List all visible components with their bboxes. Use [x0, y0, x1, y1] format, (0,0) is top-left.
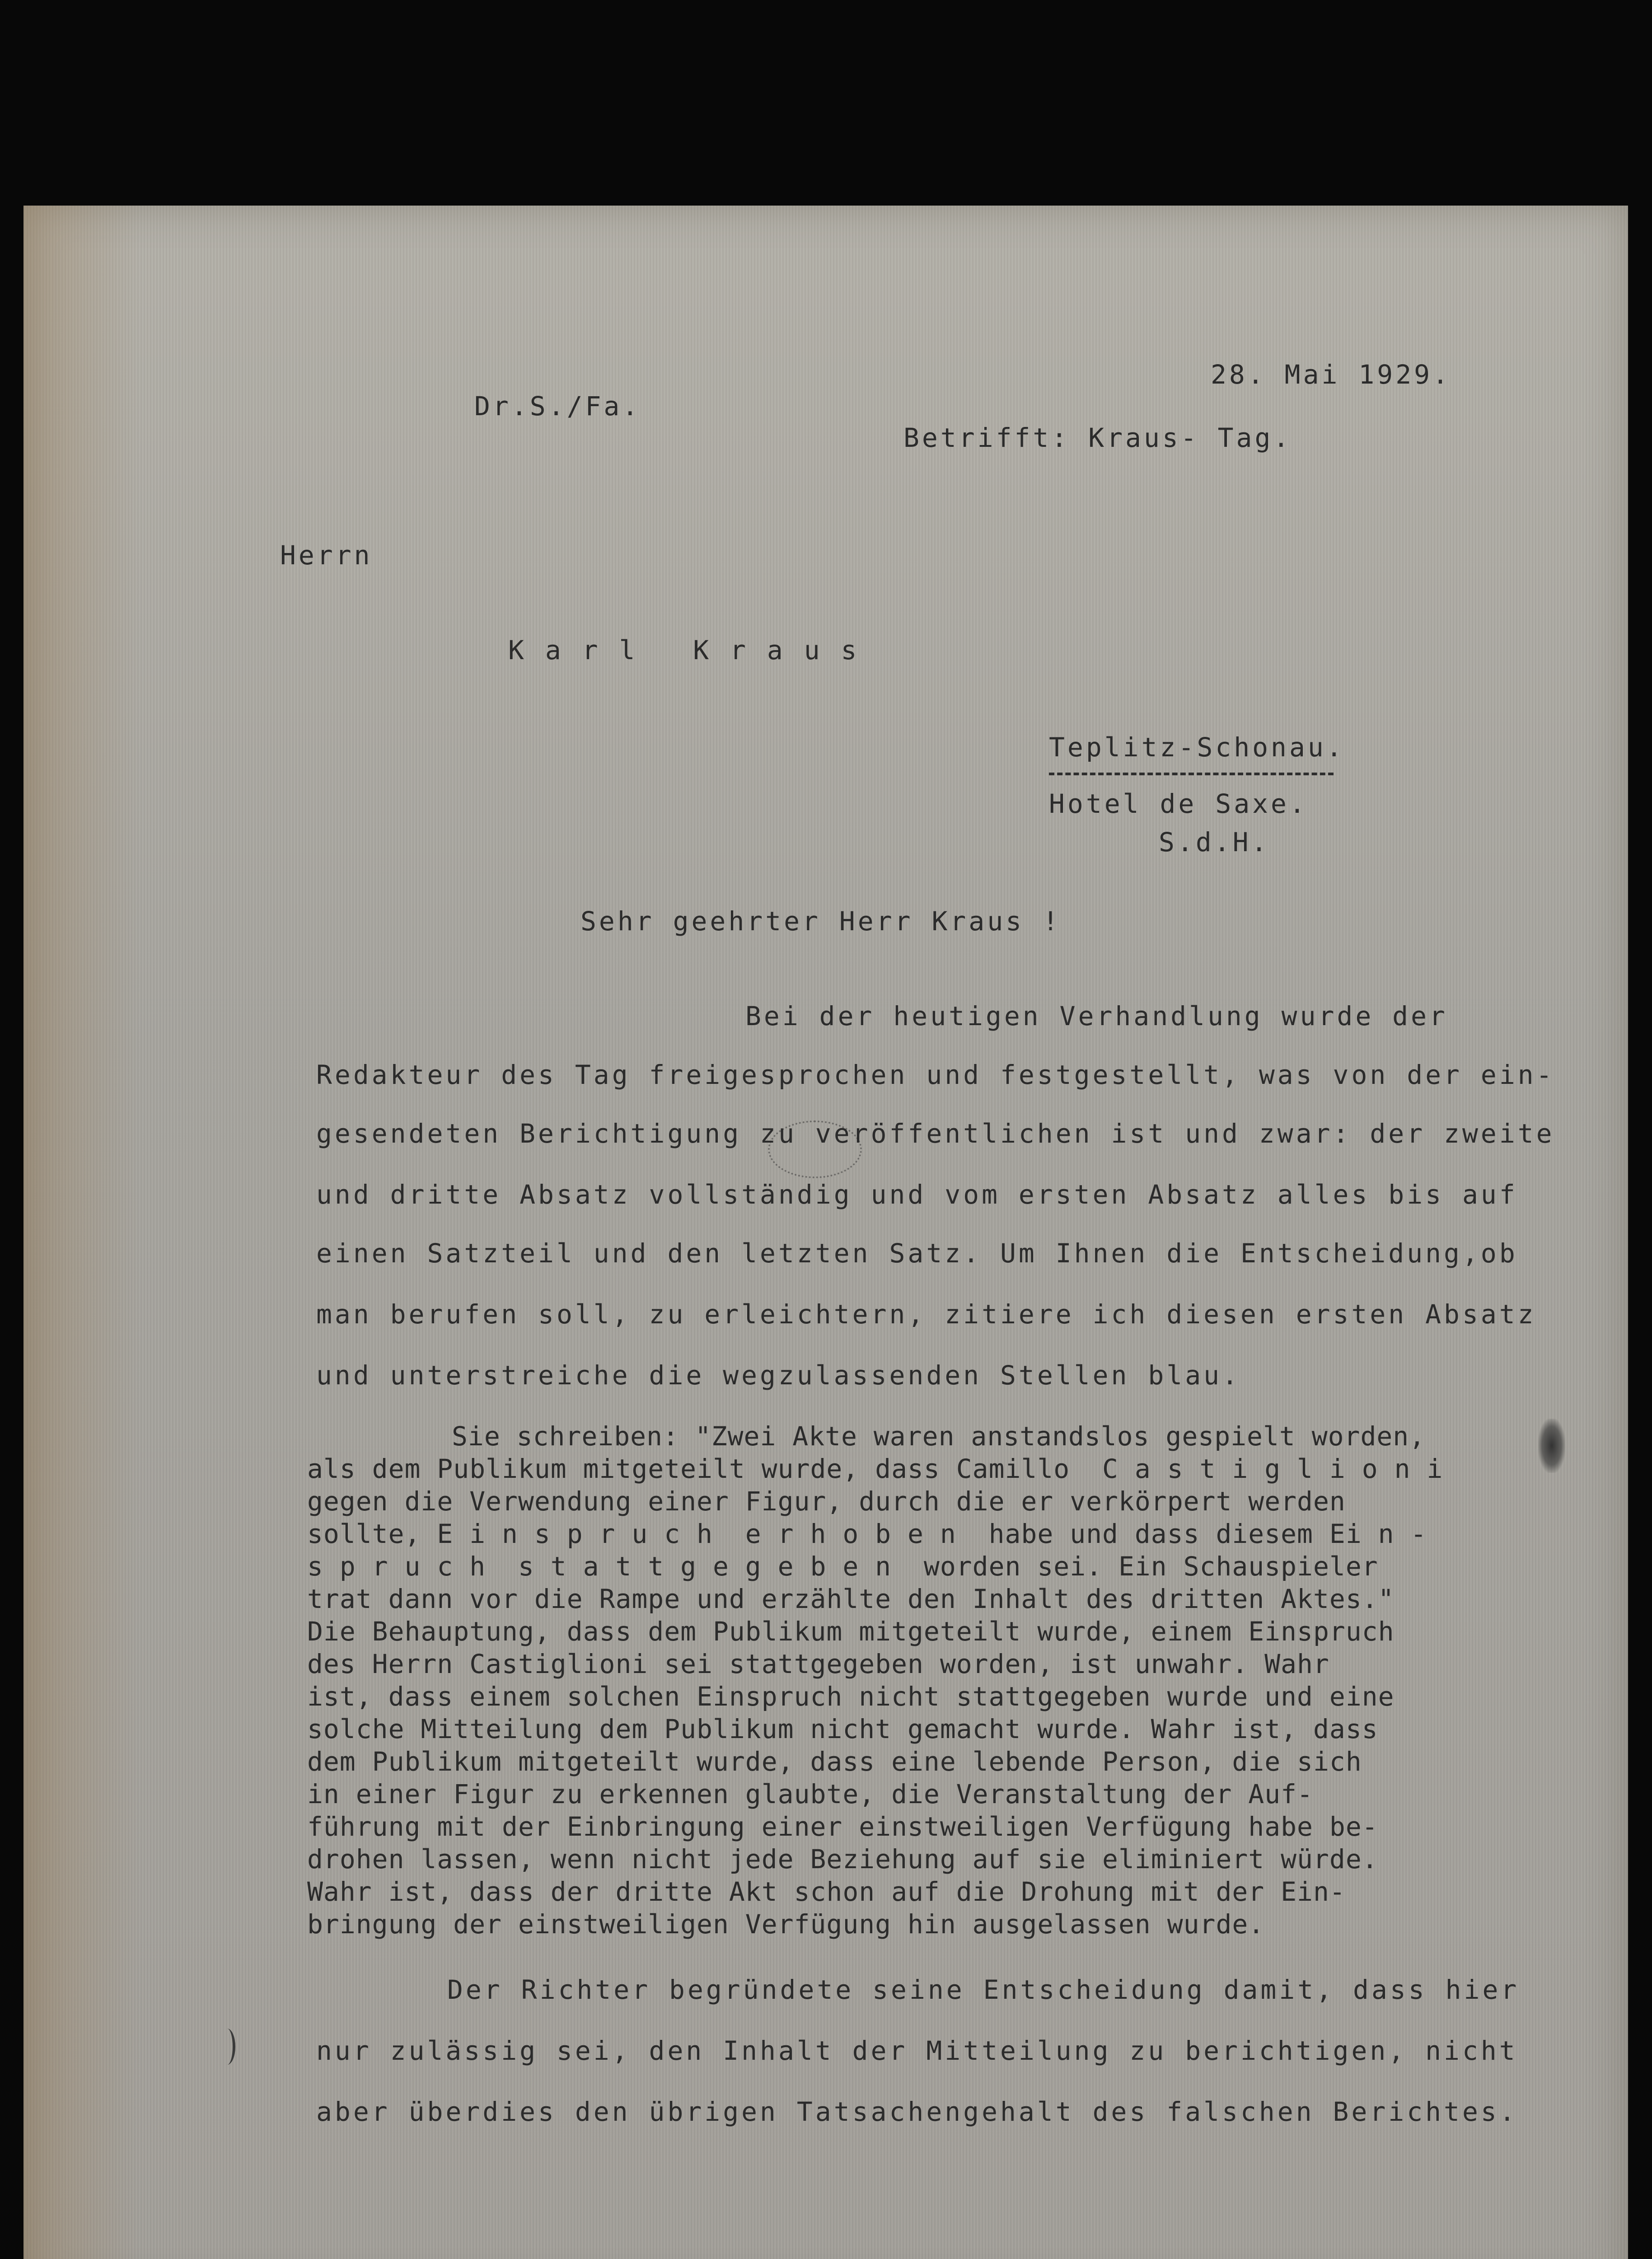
quote-line: in einer Figur zu erkennen glaubte, die Veranstaltung der Auf-: [307, 1779, 1313, 1809]
paragraph-line: und unterstreiche die wegzulassenden Stellen blau.: [316, 1360, 1240, 1391]
quote-line: trat dann vor die Rampe und erzählte den Inhalt des dritten Aktes.": [307, 1584, 1395, 1614]
paragraph-line: aber überdies den übrigen Tatsachengehalt des falschen Berichtes.: [316, 2096, 1518, 2127]
quote-line: des Herrn Castiglioni sei stattgegeben worden, ist unwahr. Wahr: [307, 1649, 1329, 1679]
paragraph-line: Redakteur des Tag freigesprochen und festgestellt, was von der ein-: [316, 1059, 1555, 1090]
quote-line: dem Publikum mitgeteilt wurde, dass eine lebende Person, die sich: [307, 1746, 1362, 1777]
quote-line: Sie schreiben: "Zwei Akte waren anstandslos gespielt worden,: [452, 1421, 1426, 1452]
paragraph-line: einen Satzteil und den letzten Satz. Um Ihnen die Entscheidung,ob: [316, 1238, 1518, 1269]
quote-line: ist, dass einem solchen Einspruch nicht stattgegeben wurde und eine: [307, 1681, 1395, 1712]
paragraph-line: man berufen soll, zu erleichtern, zitiere ich diesen ersten Absatz: [316, 1299, 1536, 1330]
quote-line: bringung der einstweiligen Verfügung hin ausgelassen wurde.: [307, 1909, 1265, 1940]
quote-line: führung mit der Einbringung einer einstweiligen Verfügung habe be-: [307, 1811, 1378, 1842]
quote-line: drohen lassen, wenn nicht jede Beziehung auf sie eliminiert würde.: [307, 1844, 1378, 1875]
recipient-salutation: Herrn: [280, 540, 373, 571]
faint-stamp: [768, 1120, 862, 1178]
paragraph-line: gesendeten Berichtigung zu veröffentlichen ist und zwar: der zweite: [316, 1118, 1555, 1149]
recipient-extra: S.d.H.: [1159, 827, 1270, 858]
quote-line: gegen die Verwendung einer Figur, durch die er verkörpert werden: [307, 1486, 1346, 1517]
margin-pen-mark: [219, 2029, 235, 2065]
address-divider: [1049, 773, 1334, 775]
quote-line: s p r u c h s t a t t g e g e b e n worden sei. Ein Schauspieler: [307, 1551, 1378, 1582]
greeting: Sehr geehrter Herr Kraus !: [580, 906, 1061, 937]
letter-paper: [23, 206, 1628, 2259]
quote-line: sollte, E i n s p r u c h e r h o b e n habe und dass diesem Ei n -: [307, 1518, 1427, 1549]
recipient-hotel: Hotel de Saxe.: [1049, 788, 1308, 819]
reference-code: Dr.S./Fa.: [474, 391, 641, 422]
paragraph-line: und dritte Absatz vollständig und vom ersten Absatz alles bis auf: [316, 1179, 1518, 1210]
paragraph-line: nur zulässig sei, den Inhalt der Mitteilung zu berichtigen, nicht: [316, 2035, 1518, 2066]
letter-date: 28. Mai 1929.: [1211, 359, 1451, 390]
quote-line: solche Mitteilung dem Publikum nicht gemacht wurde. Wahr ist, dass: [307, 1714, 1378, 1744]
quote-line: Wahr ist, dass der dritte Akt schon auf die Drohung mit der Ein-: [307, 1876, 1346, 1907]
paper-stain: [23, 206, 141, 2259]
recipient-city: Teplitz-Schonau.: [1049, 732, 1345, 763]
paragraph-line: Der Richter begründete seine Entscheidung damit, dass hier: [447, 1974, 1520, 2005]
ink-blot: [1538, 1419, 1565, 1473]
subject-line: Betrifft: Kraus- Tag.: [903, 422, 1292, 453]
paragraph-line: Bei der heutigen Verhandlung wurde der: [745, 1001, 1448, 1031]
recipient-name: K a r l K r a u s: [508, 635, 860, 666]
quote-line: als dem Publikum mitgeteilt wurde, dass Camillo C a s t i g l i o n i: [307, 1453, 1443, 1484]
quote-line: Die Behauptung, dass dem Publikum mitgeteilt wurde, einem Einspruch: [307, 1616, 1395, 1647]
